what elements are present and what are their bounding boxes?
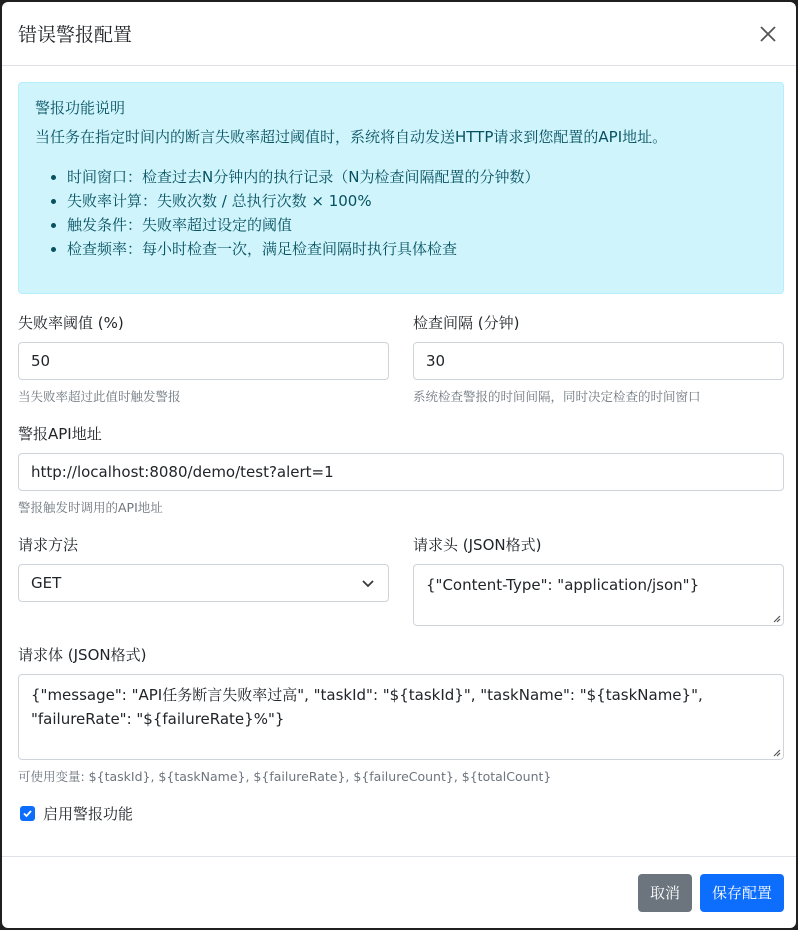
resize-handle-icon[interactable] — [771, 747, 781, 757]
modal-title: 错误警报配置 — [18, 24, 133, 46]
interval-label: 检查间隔 (分钟) — [413, 314, 520, 332]
method-label: 请求方法 — [18, 536, 79, 554]
modal-header — [2, 2, 796, 66]
method-select[interactable]: GET — [18, 564, 389, 602]
save-button[interactable]: 保存配置 — [700, 874, 784, 912]
info-list-item: • 检查频率：每小时检查一次，满足检查间隔时执行具体检查 — [67, 237, 767, 261]
api-url-help: 警报触发时调用的API地址 — [18, 500, 163, 515]
info-description: 当任务在指定时间内的断言失败率超过阈值时，系统将自动发送HTTP请求到您配置的API地址。 — [35, 128, 668, 146]
enable-alert-label[interactable]: 启用警报功能 — [43, 805, 134, 823]
info-list-item: • 时间窗口：检查过去N分钟内的执行记录（N为检查间隔配置的分钟数） — [67, 165, 767, 189]
info-list-item: • 失败率计算：失败次数 / 总执行次数 × 100% — [67, 189, 767, 213]
check-icon — [22, 808, 33, 819]
headers-textarea[interactable] — [413, 564, 784, 626]
api-url-label: 警报API地址 — [18, 425, 102, 443]
info-alert — [18, 82, 784, 294]
info-list-item: • 触发条件：失败率超过设定的阈值 — [67, 213, 767, 237]
info-title: 警报功能说明 — [35, 99, 126, 117]
modal-footer — [2, 856, 796, 928]
interval-input[interactable]: 30 — [413, 342, 784, 380]
headers-label: 请求头 (JSON格式) — [413, 536, 542, 554]
cancel-button[interactable]: 取消 — [638, 874, 692, 912]
modal-body — [2, 66, 796, 824]
alert-config-modal — [2, 2, 796, 928]
body-label: 请求体 (JSON格式) — [18, 646, 147, 664]
threshold-input[interactable]: 50 — [18, 342, 389, 380]
api-url-input[interactable]: http://localhost:8080/demo/test?alert=1 — [18, 453, 784, 491]
enable-alert-row[interactable] — [18, 803, 784, 824]
info-list — [35, 165, 767, 261]
resize-handle-icon[interactable] — [771, 613, 781, 623]
interval-help: 系统检查警报的时间间隔，同时决定检查的时间窗口 — [413, 389, 701, 404]
chevron-down-icon — [361, 576, 375, 590]
headers-value: {"Content-Type": "application/json"} — [426, 576, 700, 594]
body-help: 可使用变量: ${taskId}, ${taskName}, ${failureRate}, ${failureCount}, ${totalCount} — [18, 769, 552, 784]
close-icon — [759, 25, 777, 43]
threshold-help: 当失败率超过此值时触发警报 — [18, 389, 181, 404]
enable-alert-checkbox[interactable] — [20, 806, 35, 821]
threshold-label: 失败率阈值 (%) — [18, 314, 124, 332]
body-textarea[interactable] — [18, 674, 784, 760]
close-button[interactable] — [756, 22, 780, 46]
body-value: {"message": "API任务断言失败率过高", "taskId": "${taskId}", "taskName": "${taskName}", "failureRate": "${failureRate}%"} — [31, 686, 703, 728]
